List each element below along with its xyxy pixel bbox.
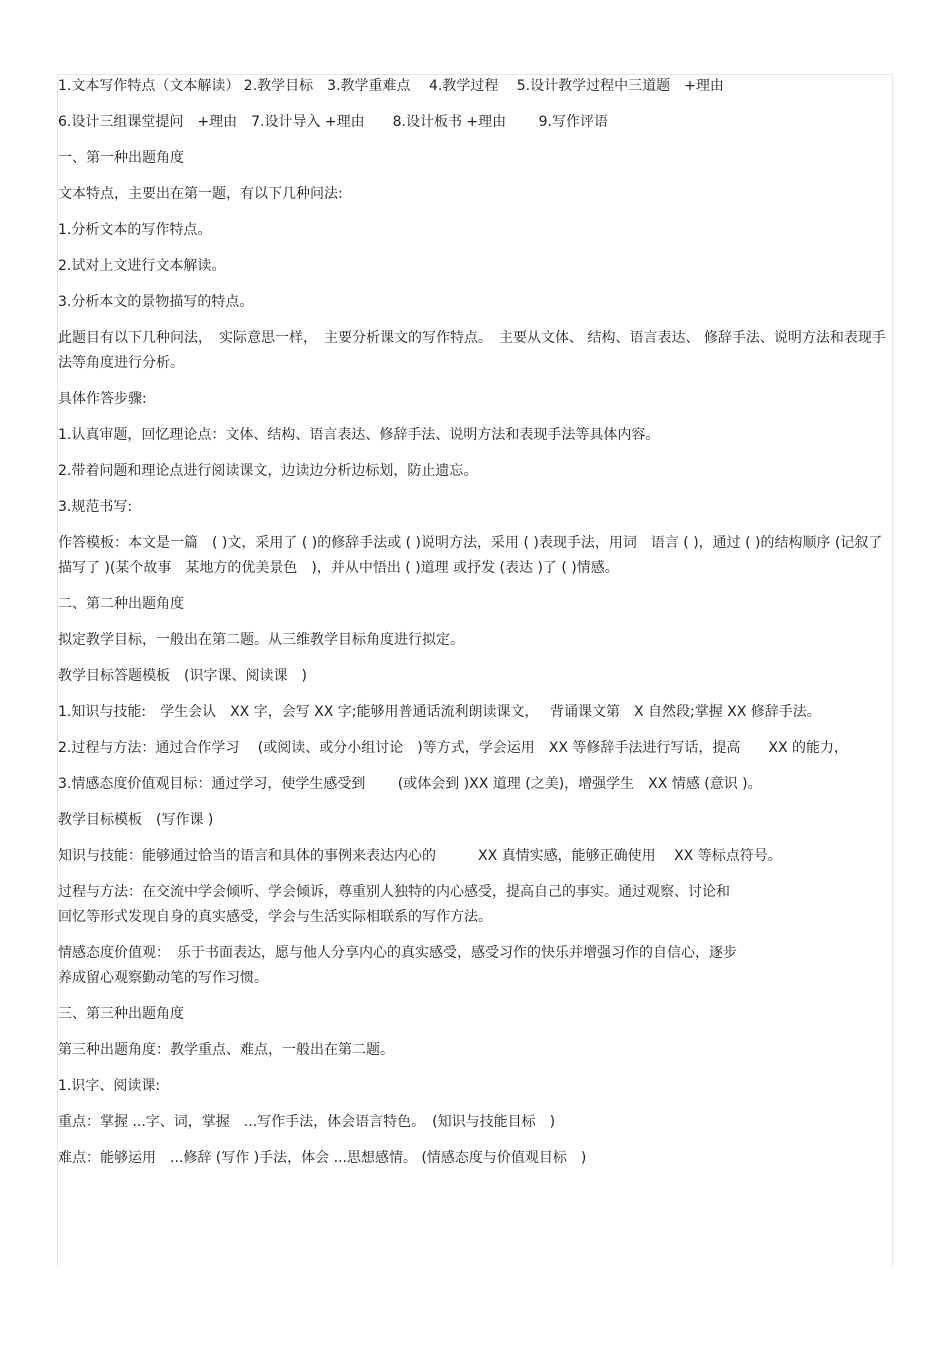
document-body: [58, 74, 897, 1171]
paragraph: 拟定教学目标，一般出在第二题。从三维教学目标角度进行拟定。: [58, 632, 464, 648]
paragraph: 此题目有以下几种问法， 实际意思一样， 主要分析课文的写作特点。 主要从文体、 结构、语言表达、 修辞手法、说明方法和表现手法等角度进行分析。: [58, 330, 886, 371]
list-item: 1.分析文本的写作特点。: [58, 222, 212, 238]
list-item: 1.知识与技能: 学生会认 XX 字，会写 XX 字;能够用普通话流利朗读课文， 背诵课文第 X 自然段;掌握 XX 修辞手法。: [58, 704, 821, 720]
subheading: 教学目标模板 (写作课 ): [58, 812, 214, 828]
question-types-line-2: 6.设计三组课堂提问 +理由 7.设计导入 +理由 8.设计板书 +理由 9.写作评语: [58, 114, 608, 130]
list-item: 3.规范书写:: [58, 499, 133, 515]
list-item: 3.情感态度价值观目标：通过学习，使学生感受到 (或体会到 )XX 道理 (之美)，增强学生 XX 情感 (意识 )。: [58, 776, 762, 792]
subheading: 教学目标答题模板 (识字课、阅读课 ): [58, 668, 307, 684]
paragraph: 养成留心观察勤动笔的写作习惯。: [58, 970, 268, 986]
list-item: 2.试对上文进行文本解读。: [58, 258, 226, 274]
paragraph: 第三种出题角度：教学重点、难点，一般出在第二题。: [58, 1042, 394, 1058]
list-item: 3.分析本文的景物描写的特点。: [58, 294, 254, 310]
section-heading-2: 二、第二种出题角度: [58, 596, 184, 612]
list-item: 2.过程与方法：通过合作学习 (或阅读、或分小组讨论 )等方式，学会运用 XX 等修辞手法进行写话，提高 XX 的能力，: [58, 740, 848, 756]
paragraph: 知识与技能：能够通过恰当的语言和具体的事例来表达内心的 XX 真情实感，能够正确使用 XX 等标点符号。: [58, 848, 782, 864]
paragraph: 回忆等形式发现自身的真实感受，学会与生活实际相联系的写作方法。: [58, 909, 492, 925]
section-heading-1: 一、第一种出题角度: [58, 150, 184, 166]
list-item: 2.带着问题和理论点进行阅读课文，边读边分析边标划，防止遗忘。: [58, 463, 478, 479]
paragraph: 重点：掌握 ...字、词，掌握 ...写作手法，体会语言特色。 (知识与技能目标 ): [58, 1114, 556, 1130]
section-heading-3: 三、第三种出题角度: [58, 1006, 184, 1022]
answer-template: 作答模板：本文是一篇 ( )文，采用了 ( )的修辞手法或 ( )说明方法，采用 ( )表现手法，用词 语言 ( )，通过 ( )的结构顺序 (记叙了 描写了 )(某个故事 某地方的优美景色 )，并从中悟出 ( )道理 或抒发 (表达 )了 ( )情感。: [58, 535, 897, 576]
paragraph: 难点：能够运用 ...修辞 (写作 )手法，体会 ...思想感情。 (情感态度与价值观目标 ): [58, 1150, 587, 1166]
question-types-line-1: 1.文本写作特点（文本解读） 2.教学目标 3.教学重难点 4.教学过程 5.设计教学过程中三道题 +理由: [58, 78, 724, 94]
subheading: 具体作答步骤:: [58, 391, 147, 407]
list-item: 1.认真审题，回忆理论点：文体、结构、语言表达、修辞手法、说明方法和表现手法等具体内容。: [58, 427, 660, 443]
list-item: 1.识字、阅读课:: [58, 1078, 161, 1094]
paragraph: 情感态度价值观： 乐于书面表达，愿与他人分享内心的真实感受，感受习作的快乐并增强习作的自信心，逐步: [58, 945, 737, 961]
paragraph: 文本特点，主要出在第一题，有以下几种问法:: [58, 186, 343, 202]
paragraph: 过程与方法：在交流中学会倾听、学会倾诉，尊重别人独特的内心感受，提高自己的事实。通过观察、讨论和: [58, 884, 730, 900]
